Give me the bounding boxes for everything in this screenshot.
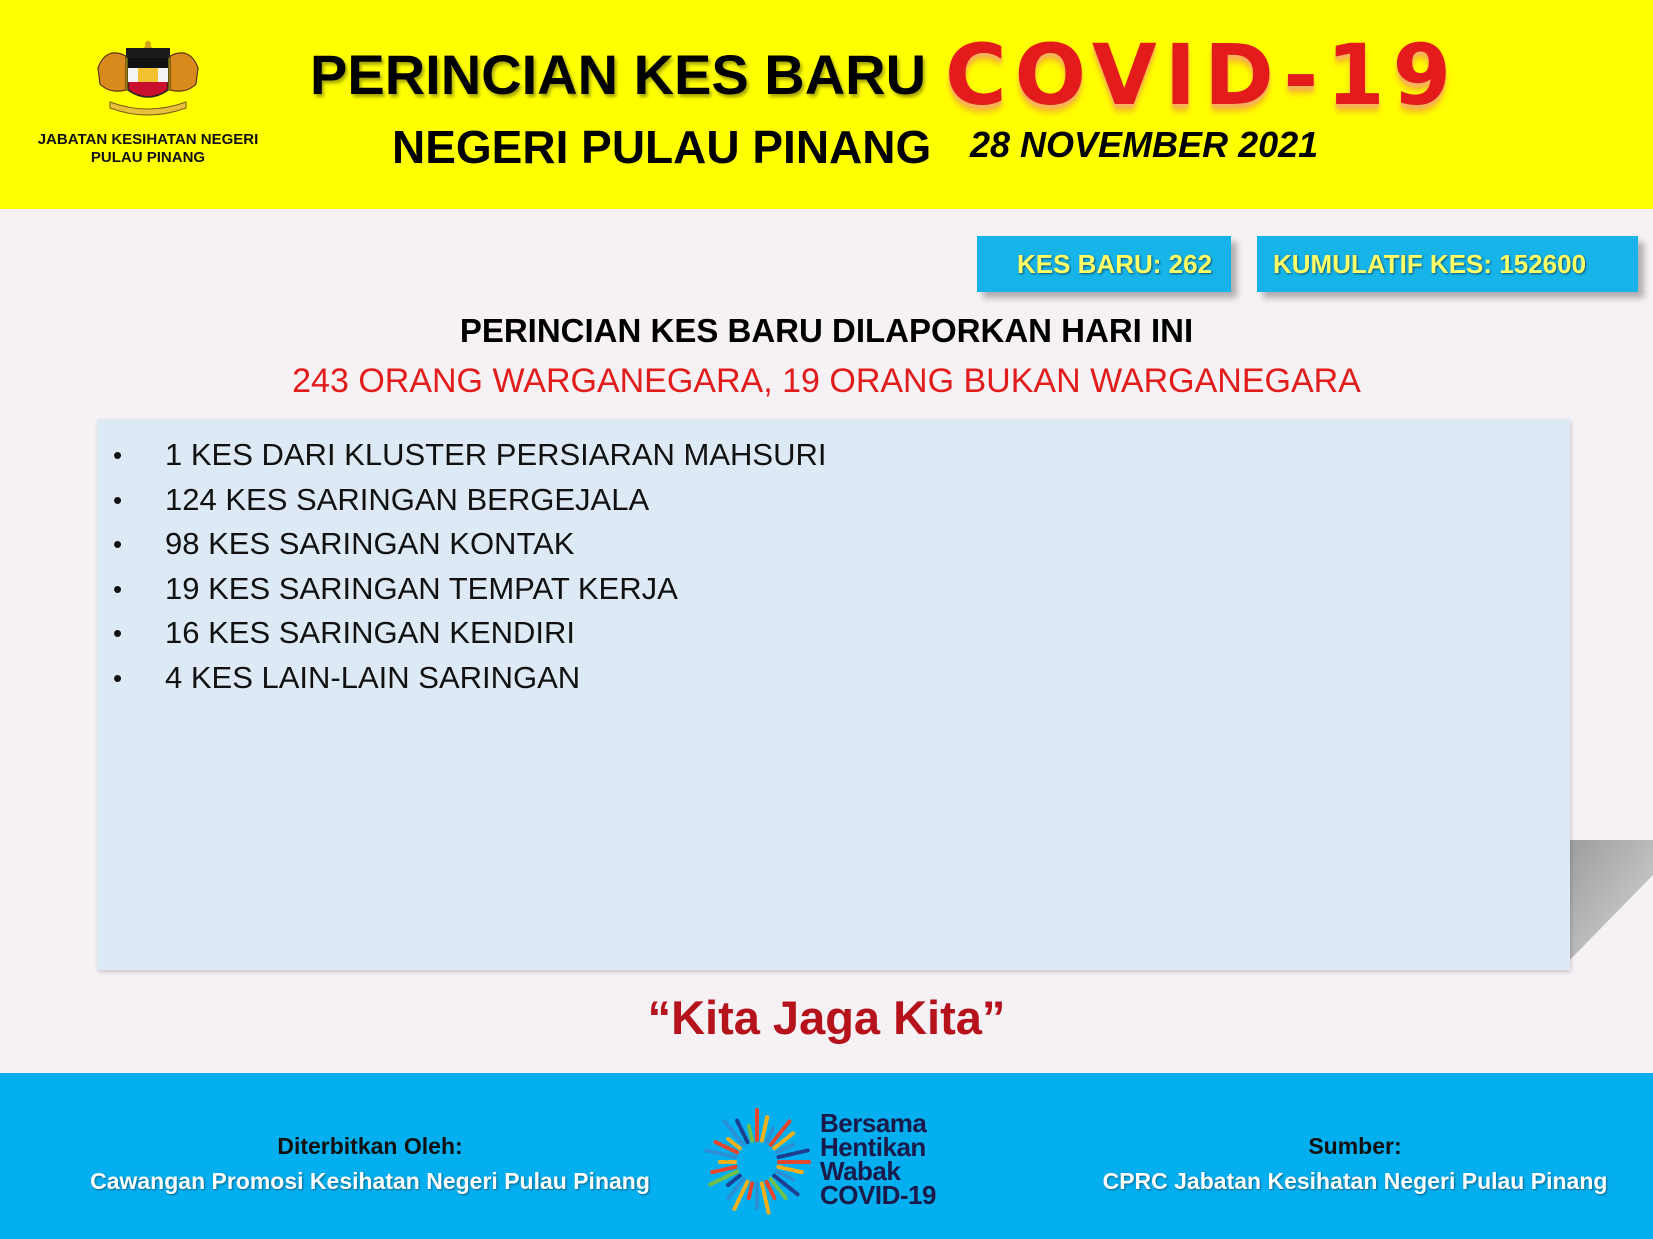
sunburst-ray xyxy=(748,1123,752,1141)
list-item xyxy=(97,478,827,523)
campaign-logo-text xyxy=(820,1108,936,1210)
summary-subheading: 243 ORANG WARGANEGARA, 19 ORANG BUKAN WARGANEGARA xyxy=(292,362,1361,400)
footer xyxy=(0,1073,1653,1239)
list-item-text: 124 KES SARINGAN BERGEJALA xyxy=(165,481,650,517)
details-list xyxy=(97,433,827,700)
report-date: 28 NOVEMBER 2021 xyxy=(970,124,1319,165)
page-title: PERINCIAN KES BARU xyxy=(310,43,927,106)
sunburst-ray xyxy=(762,1117,767,1140)
bullet-icon: • xyxy=(113,618,123,648)
source-name: CPRC Jabatan Kesihatan Negeri Pulau Pinang xyxy=(1102,1168,1608,1194)
motto: “Kita Jaga Kita” xyxy=(647,991,1006,1044)
sunburst-icon xyxy=(698,1103,816,1221)
list-item xyxy=(97,522,827,567)
campaign-logo xyxy=(698,1103,968,1221)
bullet-icon: • xyxy=(113,529,123,559)
sunburst-ray xyxy=(748,1183,752,1201)
summary-heading: PERINCIAN KES BARU DILAPORKAN HARI INI xyxy=(459,312,1194,349)
list-item xyxy=(97,656,827,701)
coat-of-arms-icon xyxy=(88,38,208,123)
panel-shadow xyxy=(1560,840,1653,970)
list-item-text: 4 KES LAIN-LAIN SARINGAN xyxy=(165,659,581,695)
source-label: Sumber: xyxy=(1308,1133,1402,1159)
publisher-name: Cawangan Promosi Kesihatan Negeri Pulau Pinang xyxy=(90,1168,650,1194)
bullet-icon: • xyxy=(113,440,123,470)
logo-line: Hentikan xyxy=(820,1132,926,1162)
logo-line: Bersama xyxy=(820,1108,927,1138)
source-block xyxy=(1090,1133,1620,1195)
details-panel xyxy=(97,419,1570,970)
logo-line: Wabak xyxy=(820,1156,901,1186)
list-item-text: 19 KES SARINGAN TEMPAT KERJA xyxy=(165,570,678,606)
list-item xyxy=(97,433,827,478)
state-title: NEGERI PULAU PINANG xyxy=(392,121,932,173)
new-cases-badge: KES BARU: 262 xyxy=(977,236,1231,292)
cumulative-cases-badge: KUMULATIF KES: 152600 xyxy=(1257,236,1638,292)
list-item-text: 16 KES SARINGAN KENDIRI xyxy=(165,615,576,650)
department-name: JABATAN KESIHATAN NEGERI PULAU PINANG xyxy=(37,131,259,166)
header-banner xyxy=(0,0,1653,209)
list-item xyxy=(97,567,827,612)
logo-line: COVID-19 xyxy=(820,1180,936,1210)
list-item xyxy=(97,611,827,656)
list-item-text: 98 KES SARINGAN KONTAK xyxy=(165,526,575,561)
covid-title: COVID-19 xyxy=(945,26,1460,124)
publisher-block xyxy=(40,1133,700,1195)
sunburst-ray xyxy=(778,1167,801,1172)
bullet-icon: • xyxy=(113,484,123,515)
bullet-icon: • xyxy=(113,662,123,693)
publisher-label: Diterbitkan Oleh: xyxy=(277,1133,463,1159)
list-item-text: 1 KES DARI KLUSTER PERSIARAN MAHSURI xyxy=(165,437,827,472)
bullet-icon: • xyxy=(113,573,123,604)
sunburst-ray xyxy=(712,1167,735,1172)
